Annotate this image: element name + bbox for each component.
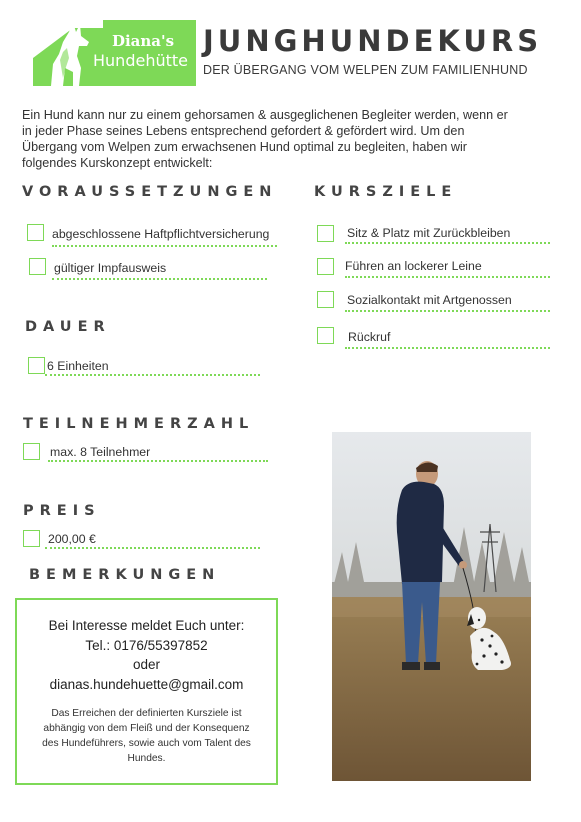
bemerkungen-heading: BEMERKUNGEN	[29, 567, 221, 583]
dotted-line	[48, 460, 268, 462]
note-line: des Hundeführers, sowie auch vom Talent des	[42, 738, 251, 749]
dauer-checkbox[interactable]	[28, 357, 45, 374]
dotted-line	[52, 245, 277, 247]
contact-box	[15, 598, 278, 785]
teilnehmerzahl-heading: TEILNEHMERZAHL	[23, 416, 255, 432]
man-with-dalmatian-photo	[332, 432, 531, 781]
intro-line: Ein Hund kann nur zu einem gehorsamen & ausgeglichenen Begleiter werden, wenn er	[22, 108, 508, 122]
preis-value: 200,00 €	[48, 532, 96, 546]
preis-checkbox[interactable]	[23, 530, 40, 547]
note-line: Das Erreichen der definierten Kursziele ist	[51, 708, 242, 719]
intro-paragraph	[22, 107, 542, 171]
dauer-heading: DAUER	[25, 319, 111, 335]
intro-line: folgendes Kurskonzept entwickelt:	[22, 156, 213, 170]
note-line: Hundes.	[127, 753, 166, 764]
contact-info	[17, 616, 276, 694]
voraussetzung-checkbox[interactable]	[27, 224, 44, 241]
kursziele-heading: KURSZIELE	[314, 184, 458, 200]
intro-line: in jeder Phase seines Lebens entsprechend gefordert & gefördert wird. Um den	[22, 124, 465, 138]
intro-line: Übergang vom Welpen zum erwachsenen Hund optimal zu begleiten, haben wir	[22, 140, 467, 154]
voraussetzung-checkbox[interactable]	[29, 258, 46, 275]
logo-line1: Diana's	[111, 32, 175, 50]
kursziel-item: Sozialkontakt mit Artgenossen	[347, 293, 512, 307]
logo	[33, 18, 196, 86]
kursziel-checkbox[interactable]	[317, 327, 334, 344]
kursziel-checkbox[interactable]	[317, 225, 334, 242]
voraussetzung-item: gültiger Impfausweis	[54, 261, 167, 275]
voraussetzung-item: abgeschlossene Haftpflichtversicherung	[52, 227, 270, 241]
dotted-line	[345, 347, 550, 349]
dotted-line	[52, 278, 267, 280]
teilnehmerzahl-checkbox[interactable]	[23, 443, 40, 460]
contact-line: Bei Interesse meldet Euch unter:	[48, 618, 245, 633]
kursziel-item: Sitz & Platz mit Zurückbleiben	[347, 226, 511, 240]
dotted-line	[45, 374, 260, 376]
voraussetzungen-heading: VORAUSSETZUNGEN	[22, 184, 278, 200]
teilnehmerzahl-value: max. 8 Teilnehmer	[50, 445, 151, 459]
contact-line: oder	[132, 657, 161, 672]
page-title: JUNGHUNDEKURS	[203, 24, 543, 58]
kursziel-checkbox[interactable]	[317, 258, 334, 275]
page-subtitle: DER ÜBERGANG VOM WELPEN ZUM FAMILIENHUND	[203, 63, 528, 77]
kursziel-checkbox[interactable]	[317, 291, 334, 308]
email-address: dianas.hundehuette@gmail.com	[49, 676, 244, 692]
dotted-line	[345, 276, 550, 278]
preis-heading: PREIS	[23, 503, 101, 519]
dotted-line	[45, 547, 260, 549]
photo-illustration	[332, 432, 531, 781]
kursziel-item: Rückruf	[348, 330, 391, 344]
note-text	[25, 706, 268, 766]
phone-number: Tel.: 0176/55397852	[85, 637, 208, 653]
dotted-line	[345, 310, 550, 312]
dotted-line	[345, 242, 550, 244]
kursziel-item: Führen an lockerer Leine	[345, 259, 482, 273]
dauer-value: 6 Einheiten	[47, 359, 109, 373]
note-line: abhängig von dem Fleiß und der Konsequenz	[43, 723, 250, 734]
logo-line2: Hundehütte	[93, 51, 188, 70]
